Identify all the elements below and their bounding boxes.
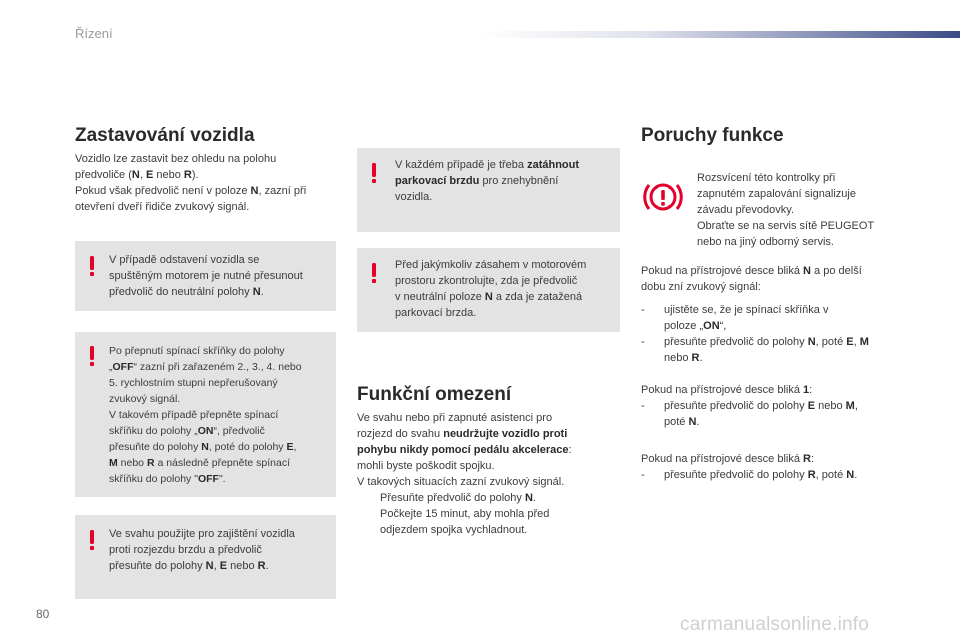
fault-1-blink: Pokud na přístrojové desce bliká 1: - přesuňte předvolič do polohy E nebo M, poté N. [641,382,911,430]
note-engine-bay-text: Před jakýmkoliv zásahem v motorovém prostoru zkontrolujte, zda je předvolič v neutrální poloze N a zda je zatažená parkovací brzda. [395,259,587,319]
header-decorative-bar [480,31,960,38]
note-parking-brake [357,148,620,232]
watermark: carmanualsonline.info [680,614,870,635]
warning-light-text: Rozsvícení této kontrolky při zapnutém zapalování signalizuje závadu převodovky. Obraťte se na servis sítě PEUGEOT nebo na jiný odborný servis. [697,172,875,248]
exclamation-icon [89,346,97,366]
section-title-faults: Poruchy funkce [641,125,784,146]
list-item: - přesuňte předvolič do polohy N, poté E, M nebo R. [641,336,869,364]
note-ignition-off [75,332,336,497]
exclamation-icon [371,263,379,283]
list-item: - ujistěte se, že je spínací skříňka v poloze „ON“, [641,304,829,332]
section-title-stopping: Zastavování vozidla [75,125,255,146]
note-slope-parking-text: Ve svahu použijte pro zajištění vozidla proti rozjezdu brzdu a předvolič přesuňte do polohy N, E nebo R. [109,528,295,572]
limits-text: Ve svahu nebo při zapnuté asistenci pro rozjezd do svahu neudržujte vozidlo proti pohybu nikdy pomocí pedálu akcelerace: mohli byste poškodit spojku. V takových situacích zazní zvukový signál. Přesuňte předvolič do polohy N. Počkejte 15 minut, aby mohla před odjezdem spojka vychladnout. [357,410,622,538]
exclamation-icon [89,256,97,276]
page-header-title: Řízení [75,26,113,41]
note-idle-engine-text: V případě odstavení vozidla se spuštěným motorem je nutné přesunout předvolič do neutrální polohy N. [109,254,303,298]
page-number: 80 [36,607,50,621]
stopping-intro: Vozidlo lze zastavit bez ohledu na polohu předvoliče (N, E nebo R). Pokud však předvolič není v poloze N, zazní při otevření dveří řidiče zvukový signál. [75,153,307,213]
note-idle-engine [75,241,336,311]
list-item: Počkejte 15 minut, aby mohla před odjezdem spojka vychladnout. [380,508,550,536]
fault-r-blink: Pokud na přístrojové desce bliká R: - přesuňte předvolič do polohy R, poté N. [641,451,911,483]
note-ignition-off-text: Po přepnutí spínací skříňky do polohy „OFF“ zazní při zařazeném 2., 3., 4. nebo 5. rychlostním stupni nepřerušovaný zvukový signál. V takovém případě přepněte spínací skříňku do polohy „ON“, předvolič přesuňte do polohy N, poté do polohy E, M nebo R a následně přepněte spínací skříňku do polohy "OFF". [109,345,302,485]
exclamation-icon [89,530,97,550]
section-title-limits: Funkční omezení [357,384,512,405]
note-engine-bay [357,248,620,332]
fault-n-blink: Pokud na přístrojové desce bliká N a po delší dobu zní zvukový signál: - ujistěte se, že je spínací skříňka v poloze „ON“, - přesuňte předvolič do polohy N, poté E, M nebo R. [641,263,911,366]
gearbox-warning-icon [641,175,685,219]
list-item: - přesuňte předvolič do polohy R, poté N. [641,469,858,481]
exclamation-icon [371,163,379,183]
note-slope-parking [75,515,336,599]
note-parking-brake-text: V každém případě je třeba zatáhnout parkovací brzdu pro znehybnění vozidla. [395,159,580,203]
list-item: - přesuňte předvolič do polohy E nebo M, poté N. [641,400,858,428]
list-item: Přesuňte předvolič do polohy N. [380,492,536,504]
